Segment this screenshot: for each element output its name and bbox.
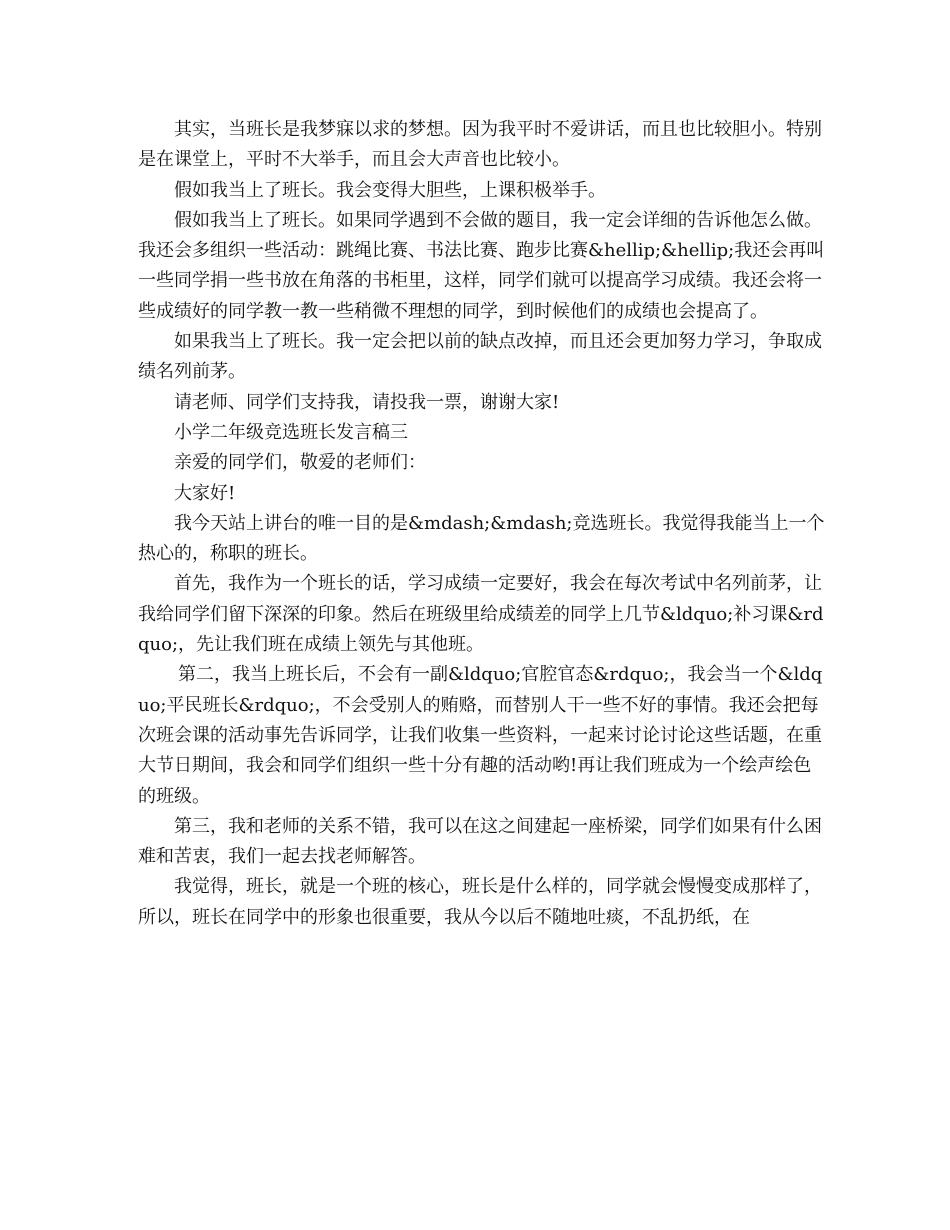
paragraph: 第三，我和老师的关系不错，我可以在这之间建起一座桥梁，同学们如果有什么困难和苦衷，我们一起去找老师解答。 — [138, 815, 822, 868]
greeting: 大家好! — [174, 482, 236, 504]
salutation: 亲爱的同学们，敬爱的老师们： — [174, 452, 426, 474]
paragraph: 我今天站上讲台的唯一目的是&mdash;&mdash;竞选班长。我觉得我能当上一个热心的，称职的班长。 — [138, 512, 825, 565]
section-heading: 小学二年级竞选班长发言稿三 — [174, 421, 408, 443]
paragraph: 假如我当上了班长。如果同学遇到不会做的题目，我一定会详细的告诉他怎么做。我还会多组织一些活动：跳绳比赛、书法比赛、跑步比赛&hellip;&hellip;我还会再叫一些同学捐一些书放在角落的书柜里，这样，同学们就可以提高学习成绩。我还会将一些成绩好的同学教一教一些稍微不理想的同学，到时候他们的成绩也会提高了。 — [138, 209, 825, 322]
paragraph: 其实，当班长是我梦寐以求的梦想。因为我平时不爱讲话，而且也比较胆小。特别是在课堂上，平时不大举手，而且会大声音也比较小。 — [138, 119, 822, 171]
paragraph: 我觉得，班长，就是一个班的核心，班长是什么样的，同学就会慢慢变成那样了，所以，班长在同学中的形象也很重要，我从今以后不随地吐痰，不乱扔纸，在 — [138, 876, 822, 928]
paragraph: 首先，我作为一个班长的话，学习成绩一定要好，我会在每次考试中名列前茅，让我给同学们留下深深的印象。然后在班级里给成绩差的同学上几节&ldquo;补习课&rdquo;，先让我们班在成绩上领先与其他班。 — [138, 573, 824, 656]
paragraph: 如果我当上了班长。我一定会把以前的缺点改掉，而且还会更加努力学习，争取成绩名列前茅。 — [138, 331, 822, 383]
paragraph: 假如我当上了班长。我会变得大胆些，上课积极举手。 — [174, 179, 606, 201]
paragraph: 请老师、同学们支持我，请投我一票，谢谢大家! — [174, 391, 560, 413]
paragraph: 第二，我当上班长后，不会有一副&ldquo;官腔官态&rdquo;，我会当一个&ldquo;平民班长&rdquo;，不会受别人的贿赂，而替别人干一些不好的事情。我还会把每次班会课的活动事先告诉同学，让我们收集一些资料，一起来讨论讨论这些话题，在重大节日期间，我会和同学们组织一些十分有趣的活动哟!再让我们班成为一个绘声绘色的班级。 — [138, 664, 823, 807]
document-body — [138, 115, 828, 933]
